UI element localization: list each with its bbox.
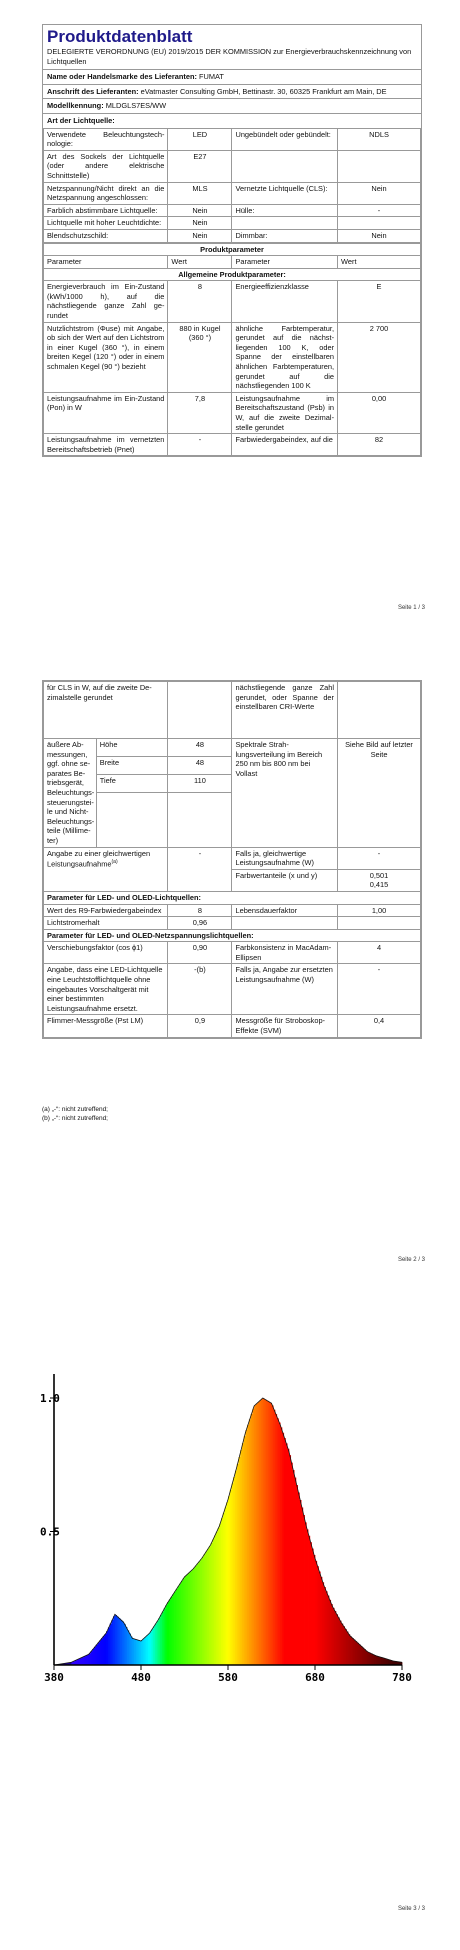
light-source-type-row	[44, 128, 421, 150]
parameters-table-continued	[43, 681, 421, 1038]
document-page-2	[0, 620, 460, 1270]
param-value: Nein	[168, 217, 232, 230]
replacement-claim-value: -(b)	[168, 964, 232, 1015]
param-label: für CLS in W, auf die zweite Dezimalstelle gerundet	[44, 682, 168, 739]
param-value: MLS	[168, 182, 232, 204]
supplier-name-label: Name oder Handelsmarke des Lieferanten:	[47, 72, 197, 82]
param-value: 880 in Kugel (360 °)	[168, 322, 232, 392]
product-parameters-header: Produktparameter	[44, 243, 421, 256]
product-parameters-table	[43, 243, 421, 457]
spectral-distribution-value: Siehe Bild auf letzter Seite	[338, 739, 421, 848]
param-value: Nein	[168, 229, 232, 242]
colour-consistency-label: Farbkonsistenz in MacAdam-Ellipsen	[232, 942, 338, 964]
param-value: 7,8	[168, 392, 232, 433]
datasheet-table	[42, 24, 422, 457]
document-page-1	[0, 0, 460, 620]
spectral-chart	[40, 1360, 420, 1730]
spectral-distribution-label: Spektrale Strahlungsverteilung im Bereich 250 nm bis 800 nm bei Vollast	[232, 739, 338, 848]
datasheet-table-continued	[42, 680, 422, 1039]
supplier-address-value: eVatmaster Consulting GmbH, Bettinastr. 30, 60325 Frankfurt am Main, DE	[140, 86, 387, 96]
dimension-value: 110	[168, 774, 232, 792]
supplier-address-label: Anschrift des Lieferanten:	[47, 86, 139, 96]
displacement-factor-label: Verschiebungsfaktor (cos ϕ1)	[44, 942, 168, 964]
param-label: Lichtquelle mit hoher Leuchtdichte:	[44, 217, 168, 230]
lumen-maintenance-label: Lichtstromerhalt	[44, 917, 168, 930]
chromaticity-label: Farbwertanteile (x und y)	[232, 869, 338, 891]
param-label: Verwendete Beleuchtungstechnologie:	[44, 128, 168, 150]
led-parameters-header: Parameter für LED- und OLED-Lichtquellen:	[44, 891, 421, 904]
column-header-value: Wert	[338, 256, 421, 269]
param-label: Nutzlichtstrom (Φuse) mit Angabe, ob sich der Wert auf den Lichtstrom in einer Kugel (360 °), in einem breiten Kegel (120 °) oder in einem schmalen Kegel (90 °) bezieht	[44, 322, 168, 392]
equivalent-power-value: -	[168, 847, 232, 891]
equivalent-power-label	[44, 847, 168, 891]
param-value: 2 700	[338, 322, 421, 392]
param-label: Energieeffizienzklasse	[232, 281, 338, 322]
document-page-3	[0, 1270, 460, 1950]
table-row	[44, 917, 421, 930]
supplier-name-value: FUMAT	[198, 72, 224, 82]
model-row	[43, 98, 421, 113]
column-header-parameter: Parameter	[44, 256, 168, 269]
general-parameter-row	[44, 392, 421, 433]
dimension-value: 48	[168, 756, 232, 774]
param-label: Farbwiedergabeindex, auf die	[232, 434, 338, 456]
param-label: Energieverbrauch im Ein-Zustand (kWh/1000 h), auf die nächstliegende ganze Zahl gerundet	[44, 281, 168, 322]
supplier-address-row	[43, 84, 421, 99]
chromaticity-x: 0,501	[369, 870, 389, 880]
document-title: Produktdatenblatt	[47, 27, 193, 46]
x-tick-label: 780	[392, 1671, 412, 1684]
param-label	[232, 217, 338, 230]
lumen-maintenance-value: 0,96	[168, 917, 232, 930]
r9-value: 8	[168, 904, 232, 917]
param-label: Vernetzte Lichtquelle (CLS):	[232, 182, 338, 204]
light-source-type-table	[43, 128, 421, 243]
dimension-name: Breite	[96, 756, 168, 774]
equivalent-power-text: Angabe zu einer gleichwertigen Leistungsaufnahme	[47, 848, 151, 869]
light-source-type-row	[44, 150, 421, 182]
x-tick-label: 680	[305, 1671, 325, 1684]
param-value	[338, 150, 421, 182]
x-tick-label: 380	[44, 1671, 64, 1684]
column-header-value: Wert	[168, 256, 232, 269]
footnotes	[42, 1105, 108, 1123]
x-tick-label: 580	[218, 1671, 238, 1684]
param-value: 8	[168, 281, 232, 322]
footnote-b: (b) „-“: nicht zutreffend;	[42, 1115, 108, 1122]
general-parameter-row	[44, 281, 421, 322]
displacement-factor-value: 0,90	[168, 942, 232, 964]
page-number: Seite 2 / 3	[397, 1257, 425, 1263]
equivalent-power-w-label: Falls ja, gleichwertige Leistungsaufnahme (W)	[232, 847, 338, 869]
y-tick-label: 0.5	[40, 1525, 60, 1539]
param-value: -	[168, 434, 232, 456]
param-label: Dimmbar:	[232, 229, 338, 242]
general-parameter-row	[44, 434, 421, 456]
spectral-chart-svg	[40, 1360, 420, 1730]
param-value: 82	[338, 434, 421, 456]
param-value: 0,00	[338, 392, 421, 433]
param-label: Leistungsaufnahme im Ein-Zustand (Pon) in W	[44, 392, 168, 433]
mains-parameters-header: Parameter für LED- und OLED-Netzspannungslichtquellen:	[44, 929, 421, 942]
flicker-metric-label: Flimmer-Messgröße (Pst LM)	[44, 1015, 168, 1037]
table-row	[44, 904, 421, 917]
replacement-claim-label: Angabe, dass eine LED-Lichtquelle eine Leuchtstofflichtquelle ohne eingebautes Vorschaltgerät mit einer bestimmten Leistungsaufnahme ersetzt.	[44, 964, 168, 1015]
param-value: E27	[168, 150, 232, 182]
dimension-name: Tiefe	[96, 774, 168, 792]
general-parameter-row	[44, 322, 421, 392]
column-header-parameter: Parameter	[232, 256, 338, 269]
table-row	[44, 847, 421, 869]
colour-consistency-value: 4	[338, 942, 421, 964]
table-row	[44, 739, 421, 757]
regulation-subtitle: DELEGIERTE VERORDNUNG (EU) 2019/2015 DER KOMMISSION zur Energieverbrauchskennzeichnung von Lichtquellen	[47, 47, 412, 66]
equivalent-power-w-value: -	[338, 847, 421, 869]
param-value: Nein	[338, 182, 421, 204]
page-number: Seite 1 / 3	[397, 605, 425, 611]
chromaticity-y: 0,415	[369, 880, 389, 890]
param-label: nächstliegende ganze Zahl gerundet, oder Spanne der einstellbaren CRI-Werte	[232, 682, 338, 739]
param-label	[232, 150, 338, 182]
dimension-value: 48	[168, 739, 232, 757]
param-label: Leistungsaufnahme im Bereitschaftszustand (Psb) in W, auf die zweite Dezimalstelle gerundet	[232, 392, 338, 433]
param-label: Art des Sockels der Lichtquelle (oder andere elektrische Schnittstelle)	[44, 150, 168, 182]
param-label: Leistungsaufnahme im vernetzten Bereitschaftsbetrieb (Pnet)	[44, 434, 168, 456]
param-value	[338, 682, 421, 739]
param-label: ähnliche Farbtemperatur, gerundet auf die nächstliegenden 100 K, oder Spanne der einstellbaren ähnlichen Farbtemperaturen, gerundet auf die nächstliegenden 100 K	[232, 322, 338, 392]
model-value: MLDGLS7ES/WW	[105, 101, 167, 111]
param-value: LED	[168, 128, 232, 150]
y-tick-label: 1.0	[40, 1392, 60, 1405]
param-label: Hülle:	[232, 204, 338, 217]
light-source-type-row	[44, 182, 421, 204]
footnote-marker: (a)	[111, 859, 118, 866]
light-source-type-header: Art der Lichtquelle:	[43, 113, 421, 128]
param-label: Blendschutzschild:	[44, 229, 168, 242]
param-label: Ungebündelt oder gebündelt:	[232, 128, 338, 150]
flicker-metric-value: 0,9	[168, 1015, 232, 1037]
r9-label: Wert des R9-Farbwiedergabeindex	[44, 904, 168, 917]
replaced-power-value: -	[338, 964, 421, 1015]
param-label: Netzspannung/Nicht direkt an die Netzspannung angeschlossen:	[44, 182, 168, 204]
table-row	[44, 682, 421, 739]
param-label: Farblich abstimmbare Lichtquelle:	[44, 204, 168, 217]
param-value: -	[338, 204, 421, 217]
param-value	[168, 682, 232, 739]
chromaticity-values	[338, 869, 421, 891]
page-number: Seite 3 / 3	[397, 1906, 425, 1912]
replaced-power-label: Falls ja, Angabe zur ersetzten Leistungsaufnahme (W)	[232, 964, 338, 1015]
model-label: Modellkennung:	[47, 101, 104, 111]
table-row	[44, 1015, 421, 1037]
dimensions-label: äußere Abmessungen, ggf. ohne separates Betriebsgerät, Beleuchtungssteuerungsteile und Nicht-Beleuchtungsteile (Millimeter)	[44, 739, 97, 848]
supplier-name-row	[43, 69, 421, 84]
light-source-type-row	[44, 204, 421, 217]
x-tick-label: 480	[131, 1671, 151, 1684]
table-row	[44, 942, 421, 964]
stroboscopic-metric-value: 0,4	[338, 1015, 421, 1037]
param-value: NDLS	[338, 128, 421, 150]
survival-factor-value: 1,00	[338, 904, 421, 917]
light-source-type-row	[44, 217, 421, 230]
footnote-a: (a) „-“: nicht zutreffend;	[42, 1106, 108, 1113]
param-value: Nein	[168, 204, 232, 217]
param-value: Nein	[338, 229, 421, 242]
param-value: E	[338, 281, 421, 322]
general-parameters-header: Allgemeine Produktparameter:	[44, 268, 421, 281]
light-source-type-row	[44, 229, 421, 242]
stroboscopic-metric-label: Messgröße für Stroboskop-Effekte (SVM)	[232, 1015, 338, 1037]
table-row	[44, 964, 421, 1015]
param-value	[338, 217, 421, 230]
dimension-name: Höhe	[96, 739, 168, 757]
survival-factor-label: Lebensdauerfaktor	[232, 904, 338, 917]
